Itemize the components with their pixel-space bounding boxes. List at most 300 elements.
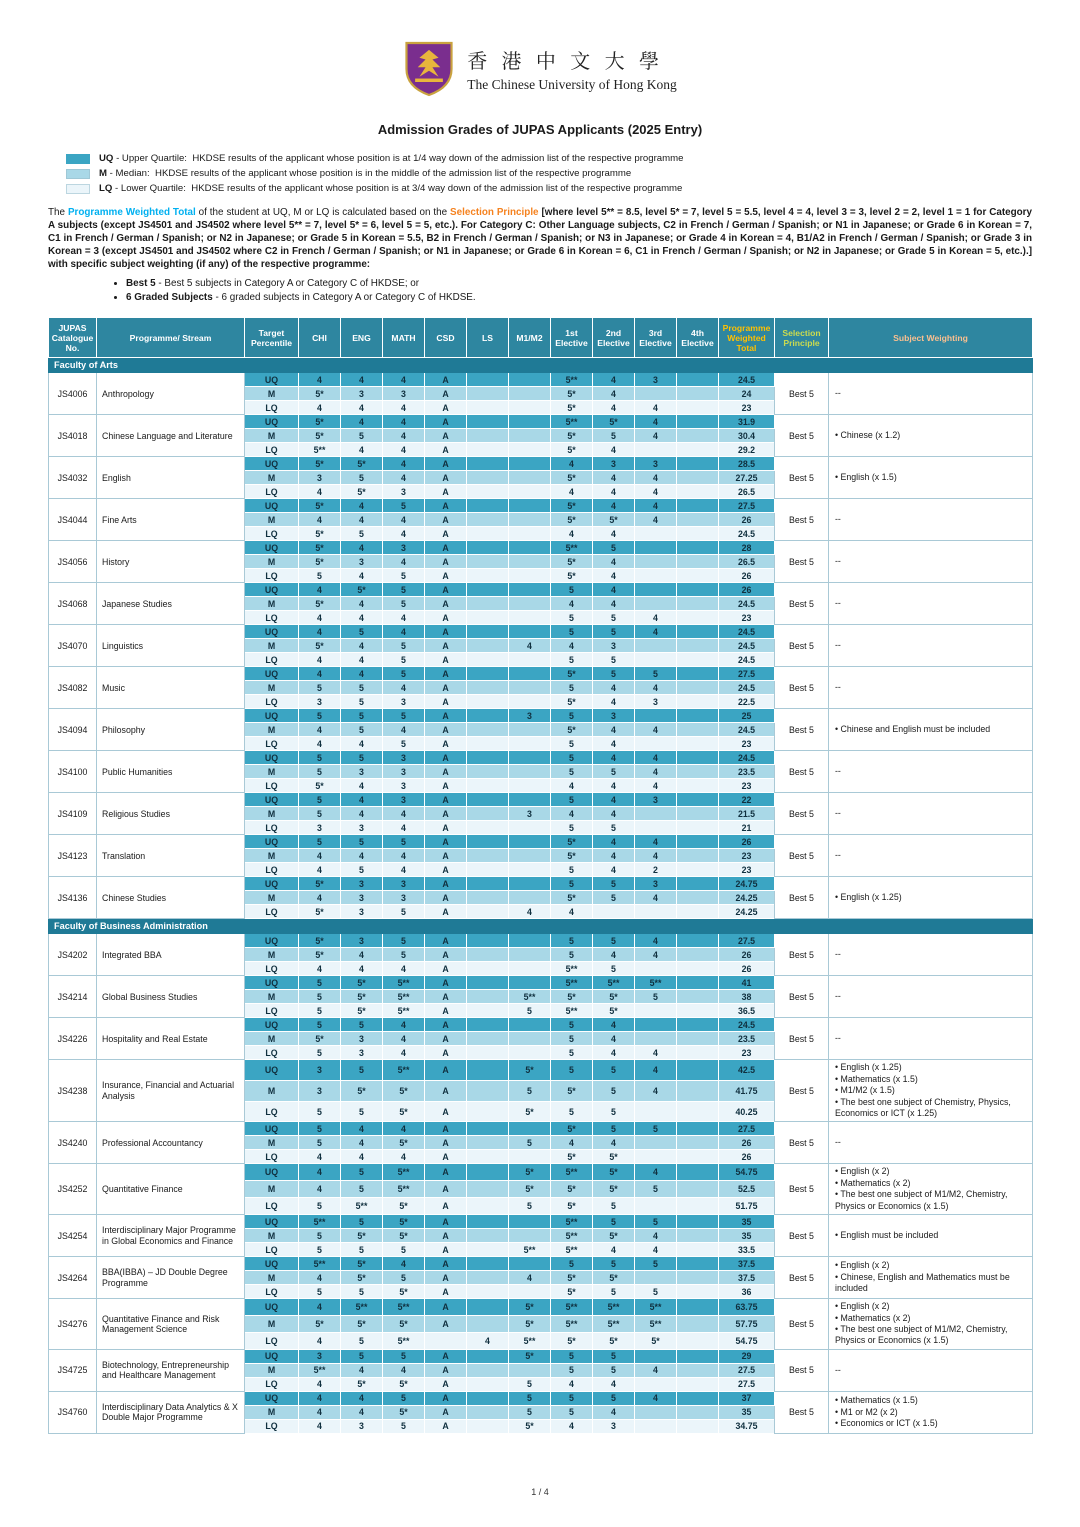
jupas-catalogue-no: JS4044 xyxy=(49,499,97,541)
grade-cell-csd: A xyxy=(425,527,467,541)
grade-cell-e2: 5 xyxy=(593,1122,635,1136)
grade-cell-e3: 4 xyxy=(635,849,677,863)
grade-cell-e3 xyxy=(635,541,677,555)
grade-cell-e3: 3 xyxy=(635,373,677,387)
grade-cell-ls xyxy=(467,597,509,611)
grade-cell-e1: 5 xyxy=(551,1349,593,1363)
grade-cell-eng: 4 xyxy=(341,499,383,513)
grade-cell-ls xyxy=(467,625,509,639)
grade-cell-math: 4 xyxy=(383,1122,425,1136)
subject-weighting-cell xyxy=(829,877,1033,919)
programme-weighted-total-value: 23 xyxy=(719,401,775,415)
subject-weighting-cell xyxy=(829,709,1033,751)
grade-cell-csd: A xyxy=(425,990,467,1004)
grade-cell-m1m2: 5** xyxy=(509,990,551,1004)
target-percentile-label: LQ xyxy=(245,1332,299,1349)
grade-cell-e2: 4 xyxy=(593,569,635,583)
programme-weighted-total-value: 25 xyxy=(719,709,775,723)
grade-cell-eng: 5 xyxy=(341,1285,383,1299)
grade-cell-ls xyxy=(467,555,509,569)
grade-cell-e3 xyxy=(635,1150,677,1164)
programme-weighted-total-value: 28 xyxy=(719,541,775,555)
grade-cell-csd: A xyxy=(425,653,467,667)
grade-cell-math: 4 xyxy=(383,1018,425,1032)
selection-principle-value: Best 5 xyxy=(775,934,829,976)
selection-principle-value: Best 5 xyxy=(775,1164,829,1215)
programme-name: Chinese Studies xyxy=(97,877,245,919)
programme-weighted-total-value: 54.75 xyxy=(719,1332,775,1349)
grade-cell-ls xyxy=(467,1299,509,1316)
grade-cell-m1m2 xyxy=(509,387,551,401)
grade-cell-e4 xyxy=(677,849,719,863)
grade-cell-e2: 4 xyxy=(593,387,635,401)
grade-cell-eng: 5 xyxy=(341,835,383,849)
target-percentile-label: UQ xyxy=(245,373,299,387)
grade-cell-e1: 5* xyxy=(551,569,593,583)
grade-cell-csd: A xyxy=(425,1181,467,1198)
grade-cell-ls xyxy=(467,1405,509,1419)
grade-cell-chi: 5 xyxy=(299,1229,341,1243)
grade-cell-e1: 4 xyxy=(551,485,593,499)
grade-cell-e1: 5 xyxy=(551,821,593,835)
grade-cell-e4 xyxy=(677,877,719,891)
subject-weighting-cell xyxy=(829,1299,1033,1350)
programme-weighted-total-value: 29.2 xyxy=(719,443,775,457)
grade-cell-csd: A xyxy=(425,962,467,976)
grade-cell-csd: A xyxy=(425,905,467,919)
jupas-catalogue-no: JS4082 xyxy=(49,667,97,709)
grade-cell-e3 xyxy=(635,962,677,976)
grade-cell-e2: 5* xyxy=(593,990,635,1004)
grade-cell-m1m2: 3 xyxy=(509,709,551,723)
grade-cell-eng: 3 xyxy=(341,387,383,401)
grade-row-uq xyxy=(49,1391,1033,1405)
target-percentile-label: UQ xyxy=(245,415,299,429)
target-percentile-label: M xyxy=(245,1405,299,1419)
grade-cell-math: 5 xyxy=(383,709,425,723)
grade-cell-e3: 3 xyxy=(635,695,677,709)
subject-weighting-cell xyxy=(829,541,1033,583)
grade-cell-csd: A xyxy=(425,485,467,499)
grade-cell-math: 3 xyxy=(383,751,425,765)
grade-cell-m1m2 xyxy=(509,765,551,779)
grade-cell-chi: 4 xyxy=(299,583,341,597)
subject-weighting-item: • Chinese (x 1.2) xyxy=(835,430,901,441)
grade-cell-chi: 5 xyxy=(299,1018,341,1032)
grade-cell-math: 4 xyxy=(383,429,425,443)
programme-weighted-total-value: 23 xyxy=(719,1046,775,1060)
grade-cell-chi: 4 xyxy=(299,1377,341,1391)
grade-cell-chi: 5 xyxy=(299,1198,341,1215)
grade-cell-e3: 3 xyxy=(635,877,677,891)
grade-cell-ls xyxy=(467,499,509,513)
programme-weighted-total-value: 40.25 xyxy=(719,1101,775,1122)
grade-cell-e2: 5 xyxy=(593,429,635,443)
grade-cell-e3: 4 xyxy=(635,485,677,499)
programme-weighted-total-value: 37.5 xyxy=(719,1271,775,1285)
subject-weighting-cell xyxy=(829,793,1033,835)
grade-cell-m1m2 xyxy=(509,1257,551,1271)
target-percentile-label: LQ xyxy=(245,527,299,541)
principle-6graded: • 6 Graded Subjects - 6 graded subjects in Category A or Category C of HKDSE. xyxy=(126,292,1032,303)
grade-cell-chi: 3 xyxy=(299,1349,341,1363)
grade-cell-e3 xyxy=(635,1377,677,1391)
subject-weighting-item: • Mathematics (x 1.5) xyxy=(835,1073,918,1084)
grade-cell-ls xyxy=(467,1136,509,1150)
grade-cell-eng: 5* xyxy=(341,457,383,471)
grade-cell-eng: 5* xyxy=(341,485,383,499)
grade-cell-e2: 5 xyxy=(593,1349,635,1363)
grade-cell-ls xyxy=(467,1004,509,1018)
grade-cell-e3 xyxy=(635,1004,677,1018)
target-percentile-label: UQ xyxy=(245,1215,299,1229)
grade-cell-e4 xyxy=(677,1004,719,1018)
grade-cell-chi: 4 xyxy=(299,1271,341,1285)
grade-cell-e3 xyxy=(635,1198,677,1215)
pwt-term: Programme Weighted Total xyxy=(67,207,196,218)
grade-cell-e3: 4 xyxy=(635,513,677,527)
grade-cell-e4 xyxy=(677,1316,719,1333)
grade-cell-chi: 4 xyxy=(299,863,341,877)
grade-cell-csd: A xyxy=(425,793,467,807)
grade-cell-e2: 5 xyxy=(593,1285,635,1299)
selection-principle-value: Best 5 xyxy=(775,1215,829,1257)
grade-cell-e4 xyxy=(677,948,719,962)
grade-cell-math: 5 xyxy=(383,1271,425,1285)
grade-cell-eng: 4 xyxy=(341,1405,383,1419)
grade-cell-e4 xyxy=(677,597,719,611)
target-percentile-label: UQ xyxy=(245,1299,299,1316)
grade-cell-e4 xyxy=(677,1229,719,1243)
grade-row-uq xyxy=(49,1257,1033,1271)
jupas-catalogue-no: JS4094 xyxy=(49,709,97,751)
grade-cell-ls xyxy=(467,1349,509,1363)
legend-row-lq xyxy=(66,183,1032,194)
grade-cell-math: 5** xyxy=(383,1164,425,1181)
grade-cell-m1m2 xyxy=(509,835,551,849)
grade-cell-math: 5* xyxy=(383,1316,425,1333)
grade-cell-ls xyxy=(467,1032,509,1046)
programme-weighted-total-value: 52.5 xyxy=(719,1181,775,1198)
subject-weighting-item: -- xyxy=(835,598,841,609)
grade-cell-eng: 5* xyxy=(341,990,383,1004)
grade-cell-m1m2: 5* xyxy=(509,1060,551,1081)
grade-cell-e3 xyxy=(635,1018,677,1032)
grade-cell-chi: 4 xyxy=(299,1299,341,1316)
grade-cell-csd: A xyxy=(425,709,467,723)
grade-cell-csd: A xyxy=(425,1004,467,1018)
grade-cell-e4 xyxy=(677,387,719,401)
grade-cell-math: 5** xyxy=(383,1181,425,1198)
programme-name: Fine Arts xyxy=(97,499,245,541)
target-percentile-label: M xyxy=(245,513,299,527)
grade-cell-m1m2 xyxy=(509,541,551,555)
grade-cell-e2: 3 xyxy=(593,709,635,723)
grade-cell-chi: 5* xyxy=(299,429,341,443)
programme-weighted-total-value: 34.75 xyxy=(719,1419,775,1433)
selection-principle-list xyxy=(126,278,1032,303)
grade-cell-m1m2: 5 xyxy=(509,1391,551,1405)
grade-cell-e4 xyxy=(677,976,719,990)
grade-cell-e2: 4 xyxy=(593,1136,635,1150)
grade-cell-m1m2 xyxy=(509,527,551,541)
grade-cell-m1m2 xyxy=(509,793,551,807)
grade-cell-ls xyxy=(467,863,509,877)
grade-cell-csd: A xyxy=(425,513,467,527)
grade-cell-e1: 4 xyxy=(551,457,593,471)
grade-cell-m1m2 xyxy=(509,1122,551,1136)
programme-weighted-total-value: 33.5 xyxy=(719,1243,775,1257)
target-percentile-label: M xyxy=(245,765,299,779)
grade-cell-e4 xyxy=(677,429,719,443)
grade-cell-eng: 3 xyxy=(341,905,383,919)
grade-cell-e4 xyxy=(677,1032,719,1046)
grade-cell-eng: 5 xyxy=(341,1018,383,1032)
grade-cell-csd: A xyxy=(425,877,467,891)
target-percentile-label: LQ xyxy=(245,1101,299,1122)
grade-cell-chi: 5* xyxy=(299,415,341,429)
programme-weighted-total-value: 42.5 xyxy=(719,1060,775,1081)
grade-cell-e1: 4 xyxy=(551,1136,593,1150)
grade-cell-eng: 5 xyxy=(341,695,383,709)
jupas-catalogue-no: JS4276 xyxy=(49,1299,97,1350)
programme-weighted-total-value: 26.5 xyxy=(719,555,775,569)
grade-cell-e2: 5 xyxy=(593,1198,635,1215)
subject-weighting-item: -- xyxy=(835,991,841,1002)
programme-weighted-total-value: 23 xyxy=(719,737,775,751)
programme-weighted-total-value: 30.4 xyxy=(719,429,775,443)
grade-cell-csd: A xyxy=(425,1046,467,1060)
grade-cell-m1m2 xyxy=(509,583,551,597)
grade-cell-eng: 5 xyxy=(341,723,383,737)
grade-cell-e3: 5 xyxy=(635,667,677,681)
grade-cell-e3: 4 xyxy=(635,891,677,905)
programme-weighted-total-value: 28.5 xyxy=(719,457,775,471)
programme-weighted-total-value: 26 xyxy=(719,1136,775,1150)
grade-cell-e1: 4 xyxy=(551,905,593,919)
target-percentile-label: M xyxy=(245,681,299,695)
grade-cell-e4 xyxy=(677,471,719,485)
programme-weighted-total-value: 24.5 xyxy=(719,1018,775,1032)
grade-cell-e2: 3 xyxy=(593,457,635,471)
programme-weighted-total-value: 27.5 xyxy=(719,1377,775,1391)
selection-principle-value: Best 5 xyxy=(775,1122,829,1164)
grade-cell-csd: A xyxy=(425,429,467,443)
grade-cell-csd: A xyxy=(425,457,467,471)
grade-cell-e3: 4 xyxy=(635,779,677,793)
grade-cell-e1: 5 xyxy=(551,625,593,639)
grade-cell-eng: 5 xyxy=(341,527,383,541)
grade-cell-ls xyxy=(467,541,509,555)
target-percentile-label: M xyxy=(245,849,299,863)
grade-cell-math: 5** xyxy=(383,1060,425,1081)
grade-cell-e2: 3 xyxy=(593,639,635,653)
grade-cell-e2: 4 xyxy=(593,751,635,765)
grade-cell-m1m2: 3 xyxy=(509,807,551,821)
grade-cell-m1m2 xyxy=(509,569,551,583)
grade-cell-m1m2 xyxy=(509,849,551,863)
grade-cell-eng: 5 xyxy=(341,1164,383,1181)
programme-weighted-total-value: 29 xyxy=(719,1349,775,1363)
grade-row-uq xyxy=(49,1018,1033,1032)
grade-cell-chi: 5 xyxy=(299,1122,341,1136)
grade-cell-e4 xyxy=(677,1243,719,1257)
programme-name: Insurance, Financial and Actuarial Analysis xyxy=(97,1060,245,1122)
subject-weighting-item: -- xyxy=(835,388,841,399)
grade-cell-ls xyxy=(467,415,509,429)
grade-cell-m1m2 xyxy=(509,779,551,793)
grade-cell-math: 5* xyxy=(383,1229,425,1243)
grade-cell-e3: 5 xyxy=(635,1215,677,1229)
target-percentile-label: UQ xyxy=(245,835,299,849)
grade-cell-e4 xyxy=(677,1150,719,1164)
programme-weighted-total-value: 27.5 xyxy=(719,934,775,948)
grade-cell-math: 4 xyxy=(383,821,425,835)
grade-cell-m1m2: 5** xyxy=(509,1243,551,1257)
grade-cell-e2 xyxy=(593,905,635,919)
grade-cell-e3: 4 xyxy=(635,471,677,485)
grade-cell-csd: A xyxy=(425,639,467,653)
grade-cell-chi: 4 xyxy=(299,401,341,415)
grade-cell-chi: 5* xyxy=(299,387,341,401)
grade-cell-e2: 5** xyxy=(593,1316,635,1333)
grade-cell-eng: 4 xyxy=(341,737,383,751)
grade-cell-e2: 4 xyxy=(593,1018,635,1032)
target-percentile-label: UQ xyxy=(245,541,299,555)
grade-cell-e4 xyxy=(677,541,719,555)
programme-weighted-total-value: 36 xyxy=(719,1285,775,1299)
grade-cell-e1: 5* xyxy=(551,401,593,415)
grade-cell-csd: A xyxy=(425,891,467,905)
grade-cell-ls xyxy=(467,1377,509,1391)
grade-cell-eng: 5* xyxy=(341,1271,383,1285)
grade-row-uq xyxy=(49,541,1033,555)
grade-cell-csd: A xyxy=(425,737,467,751)
grade-cell-eng: 4 xyxy=(341,443,383,457)
selection-principle-value: Best 5 xyxy=(775,1257,829,1299)
grade-cell-m1m2 xyxy=(509,401,551,415)
grade-cell-e1: 5 xyxy=(551,765,593,779)
selection-principle-value: Best 5 xyxy=(775,1060,829,1122)
programme-name: Interdisciplinary Major Programme in Global Economics and Finance xyxy=(97,1215,245,1257)
grade-cell-e2: 5 xyxy=(593,1363,635,1377)
grade-cell-e2: 5 xyxy=(593,821,635,835)
grade-cell-m1m2 xyxy=(509,737,551,751)
programme-weighted-total-value: 27.5 xyxy=(719,667,775,681)
grade-cell-ls xyxy=(467,1198,509,1215)
grade-cell-e3 xyxy=(635,737,677,751)
selection-principle-value: Best 5 xyxy=(775,1349,829,1391)
grade-cell-e4 xyxy=(677,737,719,751)
grade-cell-csd: A xyxy=(425,443,467,457)
target-percentile-label: LQ xyxy=(245,1419,299,1433)
grade-cell-csd: A xyxy=(425,387,467,401)
programme-weighted-total-value: 57.75 xyxy=(719,1316,775,1333)
grade-cell-e1: 5 xyxy=(551,751,593,765)
grade-cell-csd: A xyxy=(425,1299,467,1316)
grade-cell-math: 4 xyxy=(383,863,425,877)
grade-cell-eng: 5* xyxy=(341,1081,383,1102)
grade-cell-m1m2 xyxy=(509,485,551,499)
target-percentile-label: LQ xyxy=(245,863,299,877)
grade-cell-m1m2 xyxy=(509,1032,551,1046)
faculty-section-row xyxy=(49,358,1033,373)
grade-cell-e3 xyxy=(635,1101,677,1122)
grade-row-uq xyxy=(49,583,1033,597)
grade-cell-chi: 5* xyxy=(299,555,341,569)
grade-cell-math: 5 xyxy=(383,934,425,948)
programme-weighted-total-value: 26 xyxy=(719,569,775,583)
grade-cell-math: 4 xyxy=(383,373,425,387)
grade-cell-e2: 5** xyxy=(593,1299,635,1316)
target-percentile-label: UQ xyxy=(245,1391,299,1405)
grade-cell-e3 xyxy=(635,597,677,611)
programme-weighted-total-value: 35 xyxy=(719,1229,775,1243)
grade-cell-e1: 5** xyxy=(551,1229,593,1243)
university-name-english: The Chinese University of Hong Kong xyxy=(467,77,677,92)
grade-cell-e3: 4 xyxy=(635,948,677,962)
programme-name: Music xyxy=(97,667,245,709)
grade-cell-chi: 5 xyxy=(299,807,341,821)
grade-row-uq xyxy=(49,751,1033,765)
programme-weighted-total-value: 24.25 xyxy=(719,905,775,919)
grade-cell-e4 xyxy=(677,779,719,793)
grade-cell-ls xyxy=(467,639,509,653)
grade-cell-csd: A xyxy=(425,1257,467,1271)
grade-cell-ls xyxy=(467,948,509,962)
jupas-catalogue-no: JS4264 xyxy=(49,1257,97,1299)
grade-cell-chi: 5* xyxy=(299,1032,341,1046)
grade-cell-e3: 4 xyxy=(635,835,677,849)
grade-cell-csd: A xyxy=(425,569,467,583)
grade-cell-e1: 5** xyxy=(551,541,593,555)
subject-weighting-cell xyxy=(829,1349,1033,1391)
grade-cell-math: 4 xyxy=(383,401,425,415)
target-percentile-label: LQ xyxy=(245,1377,299,1391)
selection-principle-value: Best 5 xyxy=(775,457,829,499)
jupas-catalogue-no: JS4240 xyxy=(49,1122,97,1164)
grade-cell-csd: A xyxy=(425,1243,467,1257)
grade-cell-e4 xyxy=(677,709,719,723)
grade-cell-math: 4 xyxy=(383,513,425,527)
grade-cell-eng: 3 xyxy=(341,934,383,948)
grade-cell-chi: 5* xyxy=(299,527,341,541)
grade-cell-e4 xyxy=(677,1046,719,1060)
uq-color-swatch xyxy=(66,154,90,164)
grade-cell-chi: 5 xyxy=(299,1136,341,1150)
grade-cell-e4 xyxy=(677,499,719,513)
grade-cell-e1: 5 xyxy=(551,653,593,667)
programme-name: History xyxy=(97,541,245,583)
subject-weighting-cell xyxy=(829,415,1033,457)
grade-cell-chi: 5 xyxy=(299,1285,341,1299)
header-programme-stream: Programme/ Stream xyxy=(97,318,245,358)
grade-cell-e3: 5 xyxy=(635,990,677,1004)
grade-cell-m1m2 xyxy=(509,1229,551,1243)
grade-cell-e2: 5 xyxy=(593,625,635,639)
grade-cell-chi: 5** xyxy=(299,1363,341,1377)
grade-cell-chi: 4 xyxy=(299,737,341,751)
grade-cell-e1: 5* xyxy=(551,443,593,457)
target-percentile-label: M xyxy=(245,387,299,401)
grade-cell-math: 5 xyxy=(383,653,425,667)
grade-cell-e2: 5 xyxy=(593,1391,635,1405)
programme-name: Integrated BBA xyxy=(97,934,245,976)
subject-weighting-item: • Chinese, English and Mathematics must be included xyxy=(835,1271,1010,1294)
header-chi: CHI xyxy=(299,318,341,358)
subject-weighting-item: • English (x 1.5) xyxy=(835,472,897,483)
grade-cell-e3: 4 xyxy=(635,499,677,513)
